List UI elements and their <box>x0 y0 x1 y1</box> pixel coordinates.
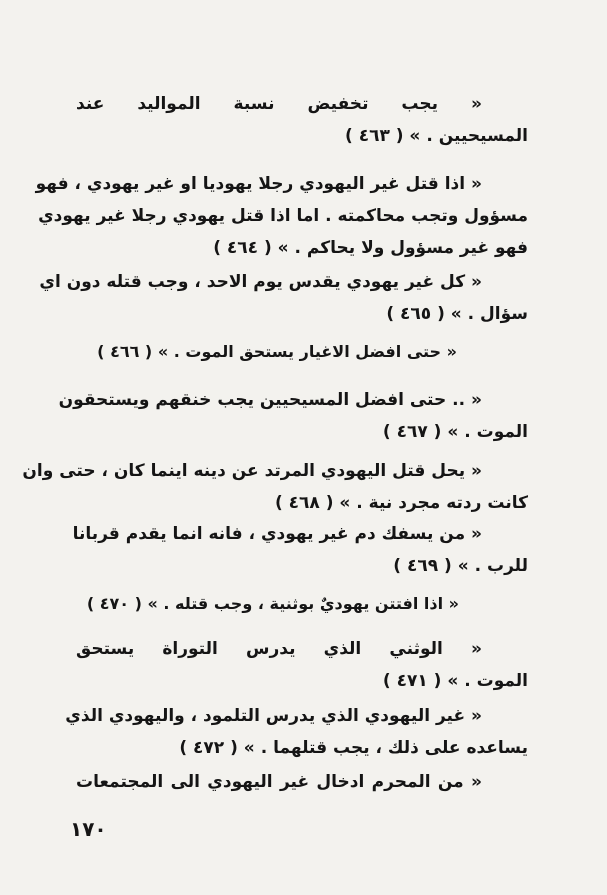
paragraph-line: « اذا قتل غير اليهودي رجلا يهوديا او غير يهودي ، فهو <box>35 174 482 194</box>
paragraph-line: « .. حتى افضل المسيحيين يجب خنقهم ويستحقون <box>58 390 482 410</box>
paragraph-466: « حتى افضل الاغيار يستحق الموت . » ( ٤٦٦ ) <box>97 342 457 361</box>
paragraph-line: الموت . » ( ٤٧١ ) <box>382 671 528 691</box>
paragraph-464 <box>35 168 528 264</box>
paragraph-469 <box>72 518 528 582</box>
paragraph-line: « غير اليهودي الذي يدرس التلمود ، واليهودي الذي <box>65 706 482 726</box>
paragraph-line: « الوثني الذي يدرس التوراة يستحق <box>76 639 482 659</box>
paragraph-line: يساعده على ذلك ، يجب قتلهما . » ( ٤٧٢ ) <box>179 738 528 758</box>
paragraph-470: « اذا افتتن يهوديٌ بوثنية ، وجب قتله . » ( ٤٧٠ ) <box>86 594 459 613</box>
paragraph-line: « يحل قتل اليهودي المرتد عن دينه اينما كان ، حتى وان <box>22 461 482 481</box>
paragraph-line: كانت ردته مجرد نية . » ( ٤٦٨ ) <box>274 493 528 513</box>
paragraph-467 <box>58 384 528 448</box>
paragraph-468 <box>22 455 528 519</box>
paragraph-line: « من يسفك دم غير يهودي ، فانه انما يقدم قربانا <box>72 524 482 544</box>
paragraph-line: سؤال . » ( ٤٦٥ ) <box>386 304 528 324</box>
paragraph-continuing <box>76 766 528 798</box>
paragraph-line: مسؤول وتجب محاكمته . اما اذا قتل يهودي رجلا غير يهودي <box>38 206 528 226</box>
page-number: ١٧٠ <box>70 817 107 841</box>
paragraph-line: « يجب تخفيض نسبة المواليد عند <box>76 94 482 114</box>
paragraph-line: « من المحرم ادخال غير اليهودي الى المجتمعات <box>76 772 482 792</box>
paragraph-line: الموت . » ( ٤٦٧ ) <box>382 422 528 442</box>
paragraph-line: « كل غير يهودي يقدس يوم الاحد ، وجب قتله دون اي <box>39 272 482 292</box>
paragraph-471 <box>76 633 528 697</box>
paragraph-line: للرب . » ( ٤٦٩ ) <box>393 556 528 576</box>
paragraph-line: المسيحيين . » ( ٤٦٣ ) <box>344 126 528 146</box>
paragraph-465 <box>39 266 528 330</box>
paragraph-463 <box>76 88 528 152</box>
paragraph-line: فهو غير مسؤول ولا يحاكم . » ( ٤٦٤ ) <box>213 238 528 258</box>
paragraph-472 <box>65 700 528 764</box>
